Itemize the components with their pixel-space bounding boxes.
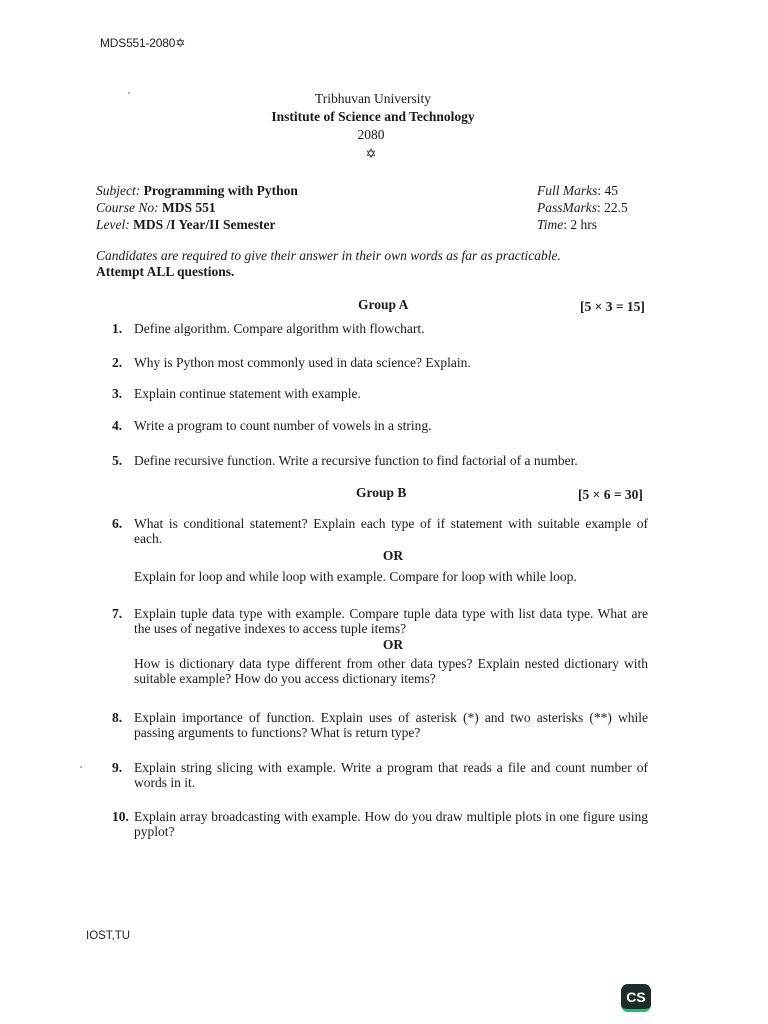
question-7-alternative: How is dictionary data type different from other data types? Explain nested dictionary with suitable example? How do you access dictionary items? [134, 656, 648, 686]
footer-label: IOST,TU [86, 930, 131, 942]
exam-year: 2080 [357, 127, 385, 142]
time-line: Time: 2 hrs [537, 217, 598, 232]
full-marks-line: Full Marks: 45 [537, 183, 619, 198]
star-icon: ✡ [365, 146, 377, 161]
star-icon: ✡ [175, 36, 186, 50]
course-line: Course No: MDS 551 [96, 200, 216, 215]
question-6-alternative: Explain for loop and while loop with example. Compare for loop with while loop. [134, 569, 577, 584]
pass-marks-line: PassMarks: 22.5 [537, 200, 628, 215]
document-code: MDS551-2080✡ [100, 36, 186, 50]
exam-meta-left [96, 182, 298, 233]
group-b-marks: [5 × 6 = 30] [578, 487, 643, 502]
question-3: 3. Explain continue statement with example. [112, 386, 361, 401]
or-label: OR [382, 637, 404, 652]
university-name: Tribhuvan University [314, 91, 432, 106]
scan-speck [80, 766, 82, 768]
question-2: 2. Why is Python most commonly used in data science? Explain. [112, 355, 471, 370]
level-line: Level: MDS /I Year/II Semester [96, 217, 276, 232]
instruction-line: Candidates are required to give their answer in their own words as far as practicable. [96, 248, 561, 263]
group-b-title: Group B [356, 485, 407, 500]
question-8: 8. Explain importance of function. Explain uses of asterisk (*) and two asterisks (**) while passing arguments to functions? What is return type? [112, 710, 648, 740]
question-7: 7. Explain tuple data type with example. Compare tuple data type with list data type. What are the uses of negative indexes to access tuple items? [112, 606, 648, 636]
question-9: 9. Explain string slicing with example. Write a program that reads a file and count number of words in it. [112, 760, 648, 790]
instructions [96, 248, 561, 280]
scan-speck [128, 92, 130, 94]
instruction-attempt: Attempt ALL questions. [96, 264, 235, 279]
question-5: 5. Define recursive function. Write a recursive function to find factorial of a number. [112, 453, 578, 468]
question-1: 1. Define algorithm. Compare algorithm with flowchart. [112, 321, 425, 336]
institute-name: Institute of Science and Technology [271, 109, 475, 124]
exam-meta-right [537, 182, 628, 233]
group-a-title: Group A [358, 297, 409, 312]
camscanner-logo: CS [621, 984, 651, 1012]
question-6: 6. What is conditional statement? Explain each type of if statement with suitable example of each. [112, 516, 648, 546]
group-a-marks: [5 × 3 = 15] [580, 299, 645, 314]
question-4: 4. Write a program to count number of vowels in a string. [112, 418, 432, 433]
or-label: OR [382, 548, 404, 563]
question-10: 10. Explain array broadcasting with example. How do you draw multiple plots in one figure using pyplot? [112, 809, 648, 839]
subject-line: Subject: Programming with Python [96, 183, 298, 198]
